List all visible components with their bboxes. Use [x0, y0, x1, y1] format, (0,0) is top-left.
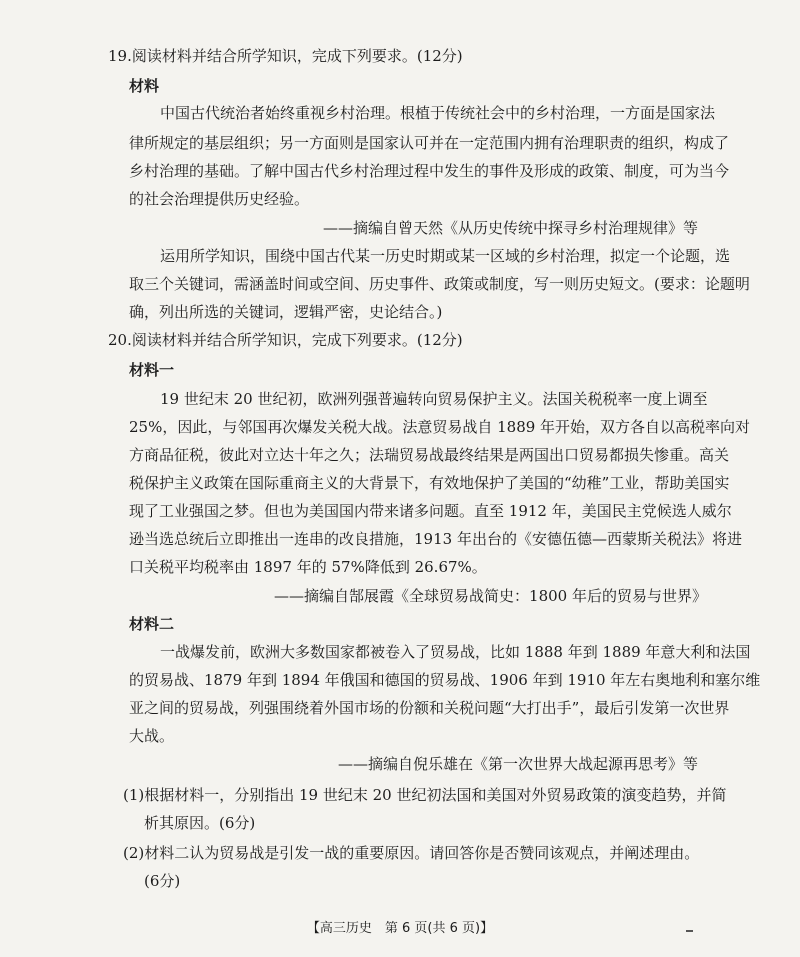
q19-material-line: 的社会治理提供历史经验。: [129, 190, 310, 208]
q20-material1-line: 逊当选总统后立即推出一连串的改良措施，1913 年出台的《安德伍德—西蒙斯关税法》将进: [129, 530, 742, 548]
q20-subquestion-1-cont: 析其原因。(6分): [144, 814, 256, 832]
page-footer: 【高三历史 第 6 页(共 6 页)】: [306, 921, 494, 936]
q20-material2-label: 材料二: [129, 615, 175, 633]
q20-material1-line: 25%，因此，与邻国再次爆发关税大战。法意贸易战自 1889 年开始，双方各自以高税率向对: [129, 418, 751, 436]
q20-material2-line: 的贸易战、1879 年到 1894 年俄国和德国的贸易战、1906 年到 1910 年左右奥地利和塞尔维: [129, 671, 761, 689]
q20-material2-line: 大战。: [129, 727, 175, 745]
q20-subquestion-2-cont: (6分): [144, 872, 181, 890]
q20-material2-line: 一战爆发前，欧洲大多数国家都被卷入了贸易战，比如 1888 年到 1889 年意大利和法国: [160, 643, 751, 661]
q20-source1: ——摘编自郜展霞《全球贸易战简史：1800 年后的贸易与世界》: [274, 587, 707, 605]
q19-task-line: 取三个关键词，需涵盖时间或空间、历史事件、政策或制度，写一则历史短文。(要求：论题明: [129, 275, 750, 293]
q19-material-label: 材料: [129, 77, 160, 95]
q20-subquestion-2: (2)材料二认为贸易战是引发一战的重要原因。请回答你是否赞同该观点，并阐述理由。: [123, 844, 700, 862]
q20-material1-line: 方商品征税，彼此对立达十年之久；法瑞贸易战最终结果是两国出口贸易都损失惨重。高关: [129, 446, 730, 464]
q19-material-line: 中国古代统治者始终重视乡村治理。根植于传统社会中的乡村治理，一方面是国家法: [160, 104, 716, 122]
q20-source2: ——摘编自倪乐雄在《第一次世界大战起源再思考》等: [337, 755, 698, 773]
q19-title: 19.阅读材料并结合所学知识，完成下列要求。(12分): [108, 47, 463, 65]
q20-material1-line: 19 世纪末 20 世纪初，欧洲列强普遍转向贸易保护主义。法国关税税率一度上调至: [160, 390, 708, 408]
scan-mark: [686, 930, 693, 932]
q19-material-line: 律所规定的基层组织；另一方面则是国家认可并在一定范围内拥有治理职责的组织，构成了: [129, 134, 730, 152]
q20-title: 20.阅读材料并结合所学知识，完成下列要求。(12分): [108, 331, 463, 349]
q20-material2-line: 亚之间的贸易战，列强围绕着外国市场的份额和关税问题“大打出手”，最后引发第一次世界: [129, 699, 730, 717]
q20-material1-line: 税保护主义政策在国际重商主义的大背景下，有效地保护了美国的“幼稚”工业，帮助美国实: [129, 474, 730, 492]
q19-material-line: 乡村治理的基础。了解中国古代乡村治理过程中发生的事件及形成的政策、制度，可为当今: [129, 162, 730, 180]
q20-material1-line: 现了工业强国之梦。但也为美国国内带来诸多问题。直至 1912 年，美国民主党候选人威尔: [129, 502, 732, 520]
q19-source: ——摘编自曾天然《从历史传统中探寻乡村治理规律》等: [322, 219, 698, 237]
q19-task-line: 确，列出所选的关键词，逻辑严密，史论结合。): [129, 303, 443, 321]
q20-material1-line: 口关税平均税率由 1897 年的 57%降低到 26.67%。: [129, 558, 487, 576]
q20-subquestion-1: (1)根据材料一，分别指出 19 世纪末 20 世纪初法国和美国对外贸易政策的演变趋势，并简: [123, 786, 727, 804]
q19-task-line: 运用所学知识，围绕中国古代某一历史时期或某一区域的乡村治理，拟定一个论题，选: [160, 247, 731, 265]
q20-material1-label: 材料一: [129, 361, 175, 379]
